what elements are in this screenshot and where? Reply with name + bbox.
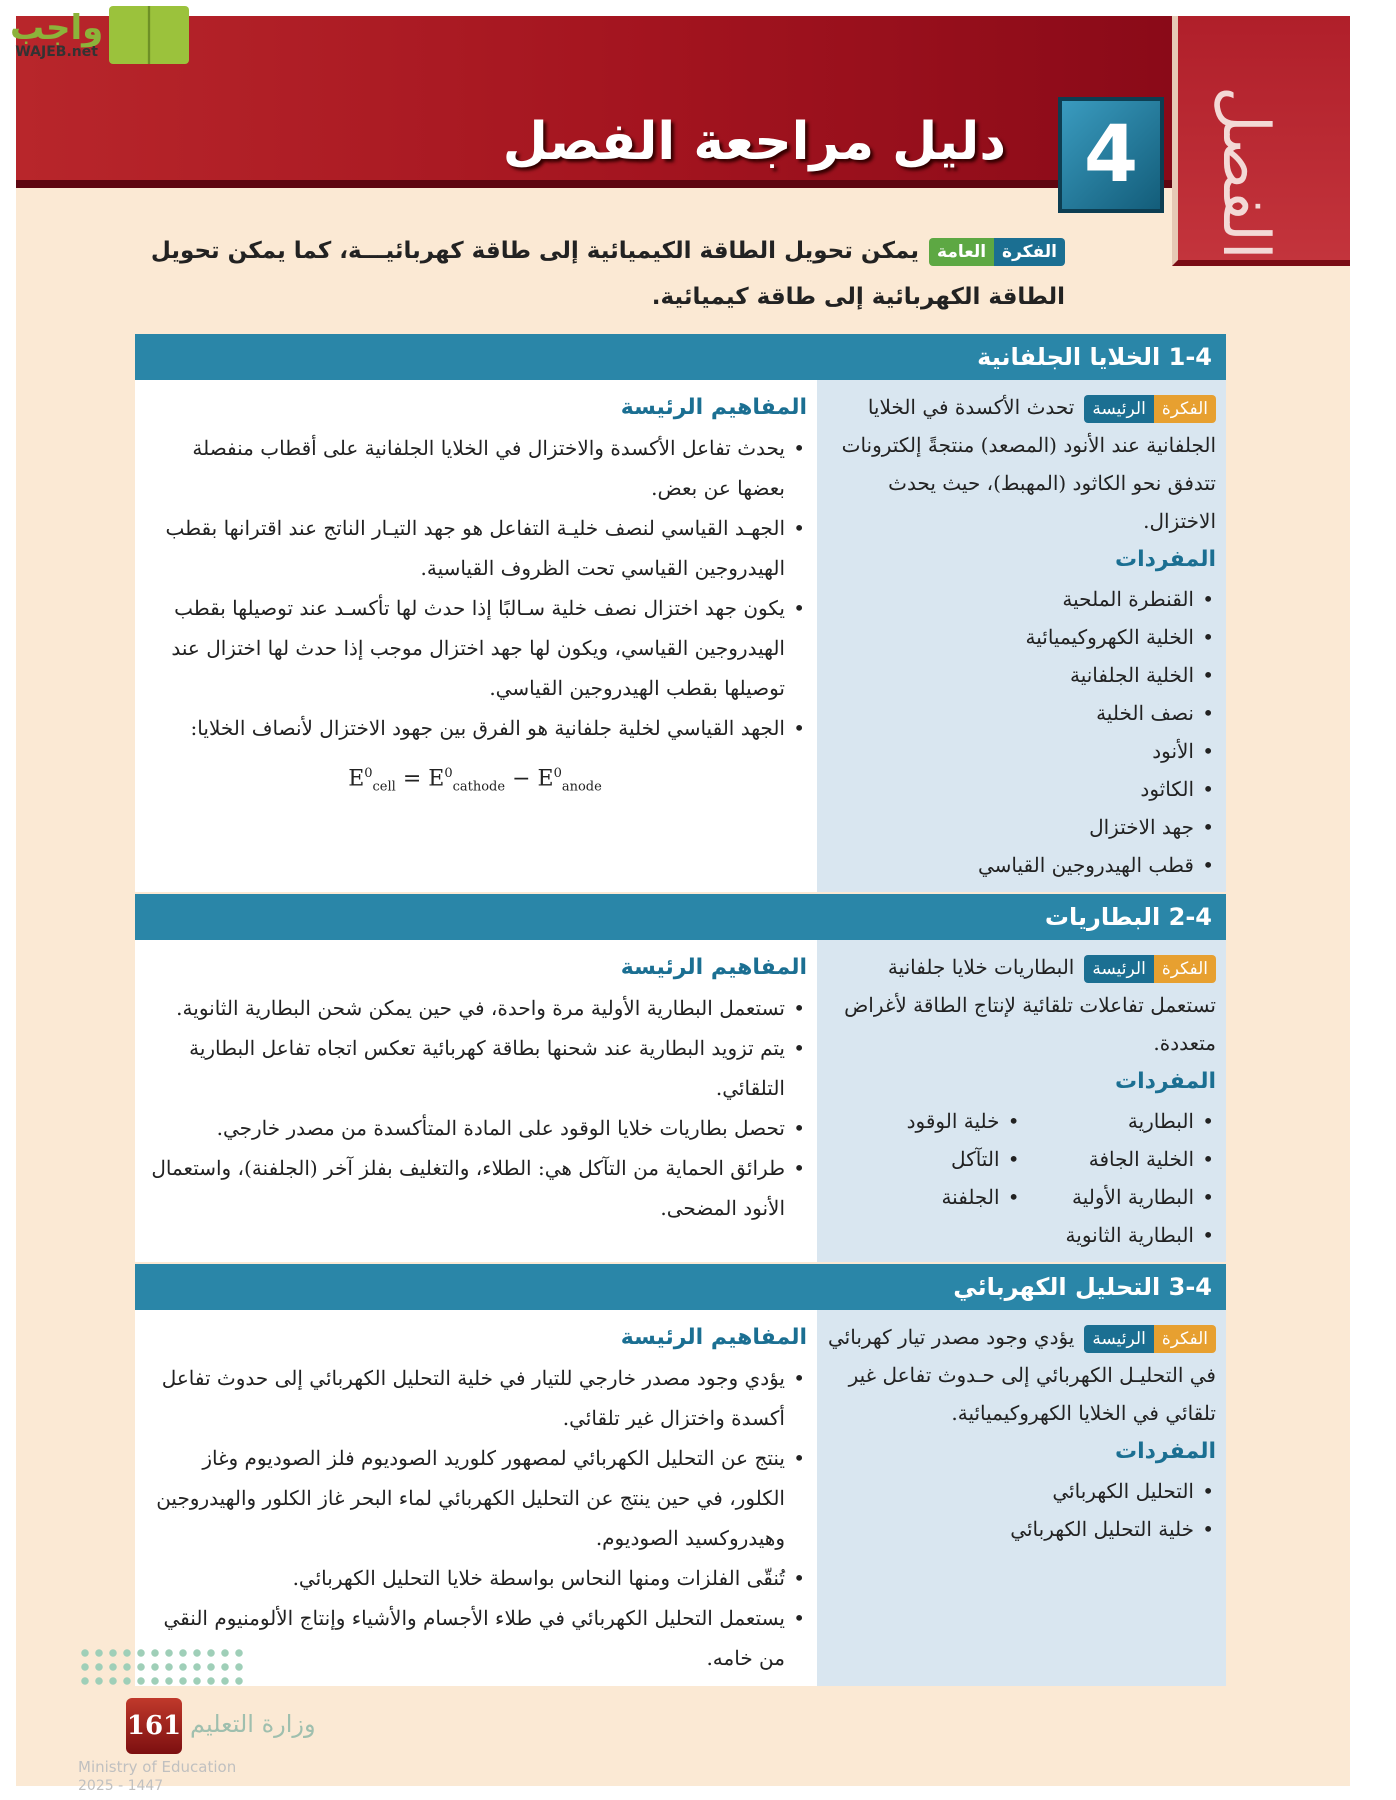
vocab-item: • نصف الخلية	[827, 694, 1216, 732]
cell-potential-equation: $E^0_{cell} = E^0_{cathode} - E^0_{anode}$	[348, 766, 602, 795]
section-header: 1-4 الخلايا الجلفانية	[135, 334, 1226, 380]
vocab-item: • الخلية الجافة	[1022, 1140, 1217, 1178]
big-idea-tag	[929, 238, 1065, 266]
logo-arabic: واجب	[10, 8, 104, 48]
book-icon	[109, 6, 189, 64]
vocab-item: • الخلية الكهروكيميائية	[827, 618, 1216, 656]
key-concepts-heading: المفاهيم الرئيسة	[620, 1325, 807, 1350]
concept-item: • تحصل بطاريات خلايا الوقود على المادة المتأكسدة من مصدر خارجي.	[143, 1108, 807, 1148]
concept-item: • يؤدي وجود مصدر خارجي للتيار في خلية التحليل الكهربائي إلى حدوث تفاعل أكسدة واختزال غير تلقائي.	[143, 1358, 807, 1438]
concepts-column	[135, 1310, 817, 1686]
vocab-item: • القنطرة الملحية	[827, 580, 1216, 618]
concept-item: • يستعمل التحليل الكهربائي في طلاء الأجسام والأشياء وإنتاج الألومنيوم النقي من خامه.	[143, 1598, 807, 1678]
concept-item: • يتم تزويد البطارية عند شحنها بطاقة كهربائية تعكس اتجاه تفاعل البطارية التلقائي.	[143, 1028, 807, 1108]
concept-item: • يكون جهد اختزال نصف خلية سـالبًا إذا حدث لها تأكسـد عند توصيلها بقطب الهيدروجين القياسي، ويكون لها جهد اختزال موجب إذا حدث لها اختزال عند توصيلها بقطب الهيدروجين القياسي.	[143, 588, 807, 708]
vocab-item: • الجلفنة	[827, 1178, 1022, 1216]
key-concepts-heading: المفاهيم الرئيسة	[620, 395, 807, 420]
vocab-list	[827, 580, 1216, 884]
page-title: دليل مراجعة الفصل	[502, 112, 1006, 172]
page-content	[78, 228, 1226, 1796]
tag-label: الرئيسة	[1084, 955, 1153, 983]
vocab-item: • الكاثود	[827, 770, 1216, 808]
main-idea-tag	[1084, 395, 1216, 423]
wajeb-logo	[10, 6, 189, 64]
concept-item: • يحدث تفاعل الأكسدة والاختزال في الخلايا الجلفانية على أقطاب منفصلة بعضها عن بعض.	[143, 428, 807, 508]
key-concepts-heading: المفاهيم الرئيسة	[620, 955, 807, 980]
concept-item: • الجهد القياسي لخلية جلفانية هو الفرق بين جهود الاختزال لأنصاف الخلايا:	[143, 708, 807, 748]
vocab-item: • قطب الهيدروجين القياسي	[827, 846, 1216, 884]
main-idea-tag	[1084, 955, 1216, 983]
tag-label: الرئيسة	[1084, 395, 1153, 423]
section-body	[135, 380, 1226, 892]
concepts-column	[135, 940, 817, 1262]
page-footer	[78, 1646, 338, 1796]
main-idea-text: البطاريات خلايا جلفانية تستعمل تفاعلات تلقائية لإنتاج الطاقة لأغراض متعددة.	[844, 955, 1216, 1055]
vocab-heading: المفردات	[1114, 1439, 1216, 1464]
tag-label: العامة	[929, 238, 994, 266]
edition-year: 2025 - 1447	[78, 1778, 164, 1794]
main-idea-text: تحدث الأكسدة في الخلايا الجلفانية عند الأنود (المصعد) منتجةً إلكترونات تتدفق نحو الكاثود (المهبط)، حيث يحدث الاختزال.	[841, 395, 1216, 533]
vocab-item: • التآكل	[827, 1140, 1022, 1178]
main-idea-tag	[1084, 1325, 1216, 1353]
big-idea-text: يمكن تحويل الطاقة الكيميائية إلى طاقة كهربائيـــة، كما يمكن تحويل الطاقة الكهربائية إلى طاقة كيميائية.	[150, 238, 1065, 310]
vocab-item: • البطارية الأولية	[1022, 1178, 1217, 1216]
big-idea	[135, 228, 1065, 320]
summary-column	[817, 940, 1226, 1262]
concept-item: • تُنقّى الفلزات ومنها النحاس بواسطة خلايا التحليل الكهربائي.	[143, 1558, 807, 1598]
vocab-item: • خلية الوقود	[827, 1102, 1022, 1140]
chapter-label: الفصل	[1208, 86, 1282, 260]
logo-latin: WAJEB.net	[15, 44, 98, 60]
tag-label: الفكرة	[1154, 955, 1216, 983]
tag-label: الفكرة	[1154, 395, 1216, 423]
summary-column	[817, 380, 1226, 892]
concept-item: • تستعمل البطارية الأولية مرة واحدة، في حين يمكن شحن البطارية الثانوية.	[143, 988, 807, 1028]
concept-item: • طرائق الحماية من التآكل هي: الطلاء، والتغليف بفلز آخر (الجلفنة)، واستعمال الأنود المضحى.	[143, 1148, 807, 1228]
tag-label: الرئيسة	[1084, 1325, 1153, 1353]
concept-item: • الجهـد القياسي لنصف خليـة التفاعل هو جهد التيـار الناتج عند اقترانها بقطب الهيدروجين القياسي تحت الظروف القياسية.	[143, 508, 807, 588]
vocab-item: • جهد الاختزال	[827, 808, 1216, 846]
ministry-name-ar: وزارة التعليم	[190, 1710, 316, 1738]
ministry-logo-dots	[78, 1646, 248, 1691]
section-body	[135, 1310, 1226, 1686]
vocab-item: • التحليل الكهربائي	[827, 1472, 1216, 1510]
page-number: 161	[126, 1698, 182, 1754]
main-idea-text: يؤدي وجود مصدر تيار كهربائي في التحليـل الكهربائي إلى حـدوث تفاعل غير تلقائي في الخلايا الكهروكيميائية.	[827, 1325, 1216, 1425]
vocab-item: • البطارية الثانوية	[1022, 1216, 1217, 1254]
chapter-number: 4	[1058, 97, 1164, 213]
vocab-heading: المفردات	[1114, 547, 1216, 572]
tag-label: الفكرة	[994, 238, 1065, 266]
section-body	[135, 940, 1226, 1262]
vocab-heading: المفردات	[1114, 1069, 1216, 1094]
concept-item: • ينتج عن التحليل الكهربائي لمصهور كلوريد الصوديوم فلز الصوديوم وغاز الكلور، في حين ينتج عن التحليل الكهربائي لماء البحر غاز الكلور والهيدروجين وهيدروكسيد الصوديوم.	[143, 1438, 807, 1558]
concepts-column	[135, 380, 817, 892]
section-header: 3-4 التحليل الكهربائي	[135, 1264, 1226, 1310]
vocab-item: • خلية التحليل الكهربائي	[827, 1510, 1216, 1548]
summary-column	[817, 1310, 1226, 1686]
ministry-name-en: Ministry of Education	[78, 1758, 237, 1776]
tag-label: الفكرة	[1154, 1325, 1216, 1353]
vocab-item: • البطارية	[1022, 1102, 1217, 1140]
vocab-item: • الأنود	[827, 732, 1216, 770]
vocab-list	[827, 1472, 1216, 1548]
section-header: 2-4 البطاريات	[135, 894, 1226, 940]
vocab-list	[827, 1102, 1216, 1254]
vocab-item: • الخلية الجلفانية	[827, 656, 1216, 694]
